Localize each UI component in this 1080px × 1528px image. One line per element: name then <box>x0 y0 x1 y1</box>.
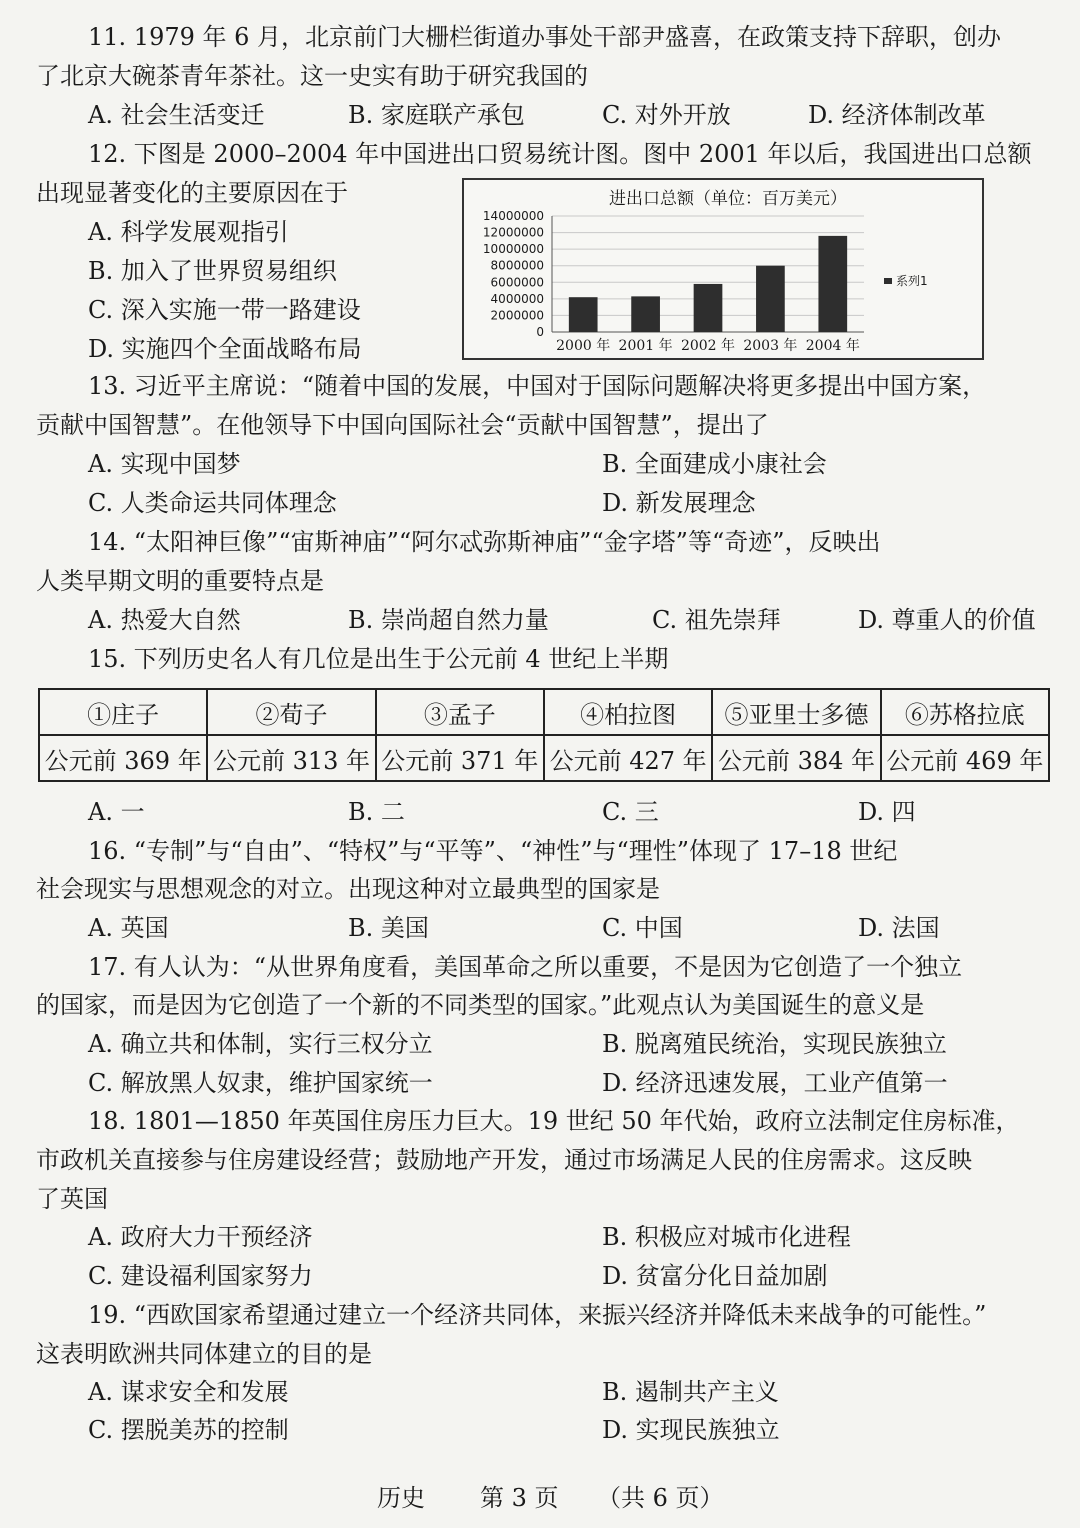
q17-line-1: 17. 有人认为：“从世界角度看，美国革命之所以重要，不是因为它创造了一个独立 <box>88 953 963 981</box>
q19-option-c[interactable]: C. 摆脱美苏的控制 <box>88 1416 289 1444</box>
q16-line-1: 16. “专制”与“自由”、“特权”与“平等”、“神性”与“理性”体现了 17–18 世纪 <box>88 837 898 865</box>
q15-option-a[interactable]: A. 一 <box>88 798 145 826</box>
q16-option-b[interactable]: B. 美国 <box>348 914 429 942</box>
q19-option-a[interactable]: A. 谋求安全和发展 <box>88 1378 289 1406</box>
q15-option-b[interactable]: B. 二 <box>348 798 405 826</box>
q11-option-c[interactable]: C. 对外开放 <box>602 101 731 129</box>
q14-option-d[interactable]: D. 尊重人的价值 <box>858 606 1036 634</box>
x-tick-label: 2004 年 <box>805 338 860 354</box>
q16-option-d[interactable]: D. 法国 <box>858 914 940 942</box>
x-tick-label: 2000 年 <box>556 338 611 354</box>
q15-option-c[interactable]: C. 三 <box>602 798 659 826</box>
q12-option-b[interactable]: B. 加入了世界贸易组织 <box>88 257 337 285</box>
table-row <box>39 689 1049 735</box>
q14-line-2: 人类早期文明的重要特点是 <box>36 567 324 595</box>
q12-line-2: 出现显著变化的主要原因在于 <box>36 179 348 207</box>
trade-chart <box>462 178 984 360</box>
q13-option-a[interactable]: A. 实现中国梦 <box>88 450 241 478</box>
q18-line-1: 18. 1801—1850 年英国住房压力巨大。19 世纪 50 年代始，政府立法制定住房标准， <box>88 1107 1020 1135</box>
table-row <box>39 735 1049 781</box>
q19-option-b[interactable]: B. 遏制共产主义 <box>602 1378 779 1406</box>
q11-option-b[interactable]: B. 家庭联产承包 <box>348 101 525 129</box>
q12-option-a[interactable]: A. 科学发展观指引 <box>88 218 289 246</box>
y-tick-label: 0 <box>536 325 544 339</box>
bar-1 <box>569 297 598 332</box>
q11-line-2: 了北京大碗茶青年茶社。这一史实有助于研究我国的 <box>36 62 588 90</box>
table-cell-name: ①庄子 <box>39 689 207 735</box>
q11-line-1: 11. 1979 年 6 月，北京前门大栅栏街道办事处干部尹盛喜，在政策支持下辞职，创办 <box>88 23 1002 51</box>
table-cell-name: ②荀子 <box>207 689 375 735</box>
birth-year-table <box>38 688 1050 782</box>
table-cell-name: ④柏拉图 <box>544 689 712 735</box>
bar-5 <box>818 236 847 332</box>
q17-line-2: 的国家，而是因为它创造了一个新的不同类型的国家。”此观点认为美国诞生的意义是 <box>36 991 925 1019</box>
legend-swatch <box>884 278 892 284</box>
y-tick-label: 6000000 <box>490 275 544 290</box>
footer-subject: 历史 <box>377 1484 425 1512</box>
y-tick-label: 4000000 <box>490 291 544 306</box>
bar-4 <box>756 266 785 332</box>
table-cell-year: 公元前 384 年 <box>712 735 880 781</box>
q13-line-1: 13. 习近平主席说：“随着中国的发展，中国对于国际问题解决将更多提出中国方案， <box>88 372 987 400</box>
q19-line-2: 这表明欧洲共同体建立的目的是 <box>36 1340 372 1368</box>
q14-option-a[interactable]: A. 热爱大自然 <box>88 606 241 634</box>
q15-option-d[interactable]: D. 四 <box>858 798 916 826</box>
q12-line-1: 12. 下图是 2000–2004 年中国进出口贸易统计图。图中 2001 年以后，我国进出口总额 <box>88 140 1032 168</box>
q12-option-d[interactable]: D. 实施四个全面战略布局 <box>88 335 362 363</box>
x-tick-label: 2003 年 <box>743 338 798 354</box>
q19-line-1: 19. “西欧国家希望通过建立一个经济共同体，来振兴经济并降低未来战争的可能性。” <box>88 1301 987 1329</box>
q17-option-d[interactable]: D. 经济迅速发展，工业产值第一 <box>602 1069 948 1097</box>
q14-option-c[interactable]: C. 祖先崇拜 <box>652 606 781 634</box>
table-cell-name: ⑤亚里士多德 <box>712 689 880 735</box>
q18-option-d[interactable]: D. 贫富分化日益加剧 <box>602 1262 828 1290</box>
q18-option-a[interactable]: A. 政府大力干预经济 <box>88 1223 313 1251</box>
q14-line-1: 14. “太阳神巨像”“宙斯神庙”“阿尔忒弥斯神庙”“金字塔”等“奇迹”，反映出 <box>88 528 881 556</box>
table-cell-year: 公元前 369 年 <box>39 735 207 781</box>
q12-option-c[interactable]: C. 深入实施一带一路建设 <box>88 296 361 324</box>
q11-option-d[interactable]: D. 经济体制改革 <box>808 101 986 129</box>
q18-line-2: 市政机关直接参与住房建设经营；鼓励地产开发，通过市场满足人民的住房需求。这反映 <box>36 1146 972 1174</box>
y-tick-label: 2000000 <box>490 308 544 323</box>
q16-option-c[interactable]: C. 中国 <box>602 914 683 942</box>
table-cell-name: ⑥苏格拉底 <box>881 689 1049 735</box>
footer-page-number: 第 3 页 <box>480 1484 559 1512</box>
q17-option-a[interactable]: A. 确立共和体制，实行三权分立 <box>88 1030 433 1058</box>
x-tick-label: 2002 年 <box>680 338 736 354</box>
chart-title: 进出口总额（单位：百万美元） <box>609 189 847 209</box>
q14-option-b[interactable]: B. 崇尚超自然力量 <box>348 606 549 634</box>
q11-option-a[interactable]: A. 社会生活变迁 <box>88 101 265 129</box>
y-tick-label: 8000000 <box>490 258 544 273</box>
q19-option-d[interactable]: D. 实现民族独立 <box>602 1416 780 1444</box>
q13-line-2: 贡献中国智慧”。在他领导下中国向国际社会“贡献中国智慧”，提出了 <box>36 411 769 439</box>
table-cell-name: ③孟子 <box>376 689 544 735</box>
y-tick-label: 14000000 <box>482 209 544 223</box>
trade-chart-svg <box>464 180 982 358</box>
legend-label: 系列1 <box>896 274 928 288</box>
q16-option-a[interactable]: A. 英国 <box>88 914 169 942</box>
q15-line-1: 15. 下列历史名人有几位是出生于公元前 4 世纪上半期 <box>88 645 669 673</box>
q18-option-c[interactable]: C. 建设福利国家努力 <box>88 1262 313 1290</box>
table-cell-year: 公元前 427 年 <box>544 735 712 781</box>
q13-option-c[interactable]: C. 人类命运共同体理念 <box>88 489 337 517</box>
footer-total-pages: （共 6 页） <box>597 1484 724 1512</box>
y-tick-label: 10000000 <box>482 242 544 257</box>
bar-3 <box>694 284 723 332</box>
table-cell-year: 公元前 371 年 <box>376 735 544 781</box>
q16-line-2: 社会现实与思想观念的对立。出现这种对立最典型的国家是 <box>36 875 660 903</box>
table-cell-year: 公元前 469 年 <box>881 735 1049 781</box>
table-cell-year: 公元前 313 年 <box>207 735 375 781</box>
q13-option-b[interactable]: B. 全面建成小康社会 <box>602 450 827 478</box>
q17-option-c[interactable]: C. 解放黑人奴隶，维护国家统一 <box>88 1069 433 1097</box>
q18-line-3: 了英国 <box>36 1185 108 1213</box>
q13-option-d[interactable]: D. 新发展理念 <box>602 489 756 517</box>
y-tick-label: 12000000 <box>482 225 544 240</box>
q18-option-b[interactable]: B. 积极应对城市化进程 <box>602 1223 851 1251</box>
bar-2 <box>631 296 660 332</box>
x-tick-label: 2001 年 <box>618 338 673 354</box>
q17-option-b[interactable]: B. 脱离殖民统治，实现民族独立 <box>602 1030 947 1058</box>
